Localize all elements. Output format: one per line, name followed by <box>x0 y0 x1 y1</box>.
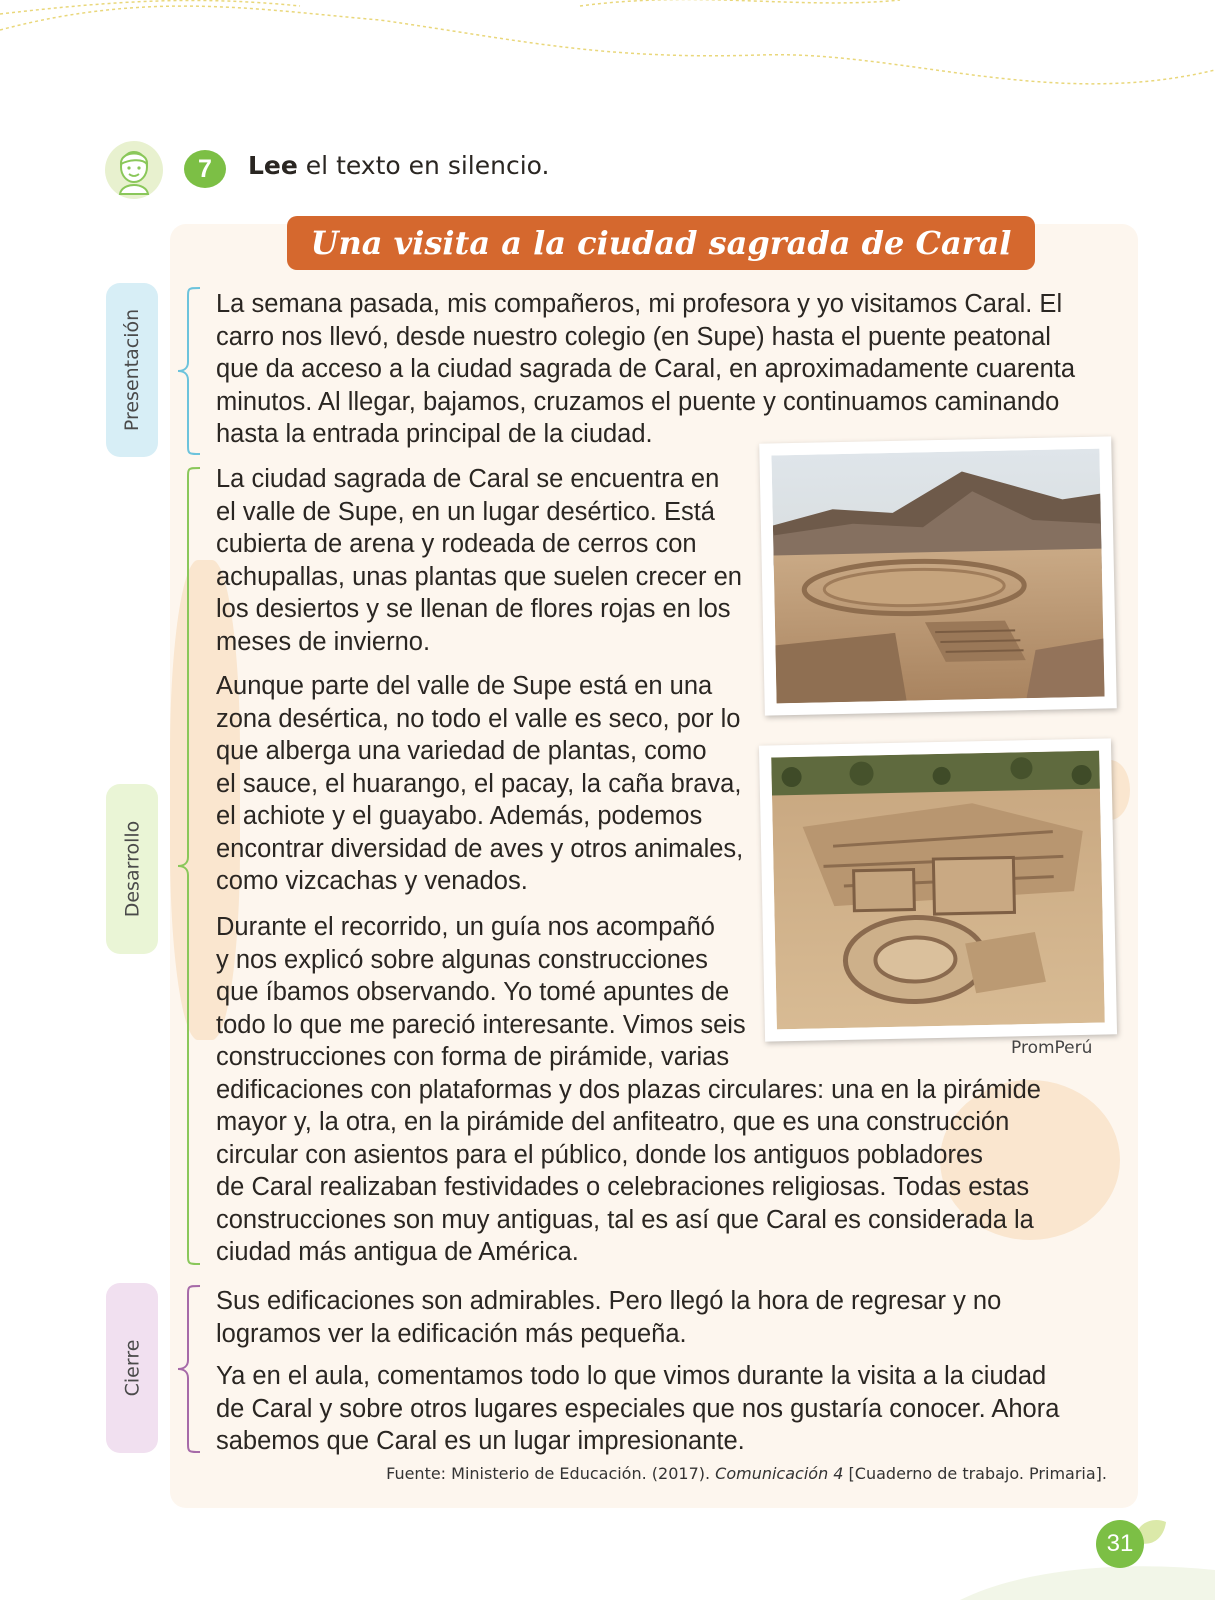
reading-title: Una visita a la ciudad sagrada de Caral <box>310 224 1012 262</box>
instruction-bold-word: Lee <box>248 151 298 180</box>
text-line: los desiertos y se llenan de flores rojas en los <box>216 595 731 623</box>
text-line: de Caral realizaban festividades o celebraciones religiosas. Todas estas <box>216 1173 1030 1201</box>
text-line: hasta la entrada principal de la ciudad. <box>216 420 653 448</box>
text-line: Sus edificaciones son admirables. Pero llegó la hora de regresar y no <box>216 1287 1002 1315</box>
footer-curve-decoration <box>960 1560 1215 1600</box>
source-prefix: Fuente: Ministerio de Educación. (2017). <box>386 1464 716 1483</box>
text-line: construcciones son muy antiguas, tal es así que Caral es considerada la <box>216 1205 1034 1234</box>
text-line: y nos explicó sobre algunas construcciones <box>216 945 708 974</box>
text-line: el achiote y el guayabo. Además, podemos <box>216 802 703 830</box>
text-line: circular con asientos para el público, donde los antiguos pobladores <box>216 1140 983 1169</box>
text-line: como vizcachas y venados. <box>216 867 528 895</box>
section-label-presentacion: Presentación <box>121 308 144 432</box>
paragraph-6 <box>216 1360 1059 1458</box>
section-label-cierre: Cierre <box>121 1339 144 1397</box>
source-citation <box>386 1464 1107 1483</box>
section-tab-cierre <box>106 1283 158 1453</box>
text-line: el sauce, el huarango, el pacay, la caña brava, <box>216 769 742 798</box>
text-line: que íbamos observando. Yo tomé apuntes de <box>216 978 730 1006</box>
text-line: minutos. Al llegar, bajamos, cruzamos el puente y continuamos caminando <box>216 387 1060 416</box>
section-label-desarrollo: Desarrollo <box>121 820 144 918</box>
text-line: Durante el recorrido, un guía nos acompañó <box>216 913 715 941</box>
student-avatar-icon <box>104 140 164 200</box>
instruction-text: el texto en silencio. <box>297 151 550 180</box>
photo-caral-desert-plaza <box>759 436 1117 715</box>
page-number: 31 <box>1096 1520 1144 1568</box>
photo-caral-aerial-view <box>759 738 1117 1041</box>
paragraph-1 <box>216 288 1075 451</box>
activity-number-badge: 7 <box>184 150 226 188</box>
paragraph-5 <box>216 1285 1001 1350</box>
brace-desarrollo <box>176 466 204 1266</box>
brace-presentacion <box>176 286 204 456</box>
header-wave-decoration <box>0 0 1215 120</box>
photo-credit: PromPerú <box>1011 1038 1093 1058</box>
text-line: La semana pasada, mis compañeros, mi profesora y yo visitamos Caral. El <box>216 290 1063 318</box>
text-line: ciudad más antigua de América. <box>216 1238 579 1266</box>
text-line: el valle de Supe, en un lugar desértico. Está <box>216 497 715 526</box>
text-line: edificaciones con plataformas y dos plazas circulares: una en la pirámide <box>216 1075 1041 1104</box>
text-line: zona desértica, no todo el valle es seco, por lo <box>216 704 741 733</box>
text-line: de Caral y sobre otros lugares especiales que nos gustaría conocer. Ahora <box>216 1394 1060 1423</box>
text-line: construcciones con forma de pirámide, varias <box>216 1043 730 1071</box>
paragraph-2 <box>216 463 742 658</box>
text-line: que da acceso a la ciudad sagrada de Caral, en aproximadamente cuarenta <box>216 355 1076 383</box>
section-tab-presentacion <box>106 283 158 457</box>
text-line: Ya en el aula, comentamos todo lo que vimos durante la visita a la ciudad <box>216 1362 1047 1390</box>
text-line: carro nos llevó, desde nuestro colegio (en Supe) hasta el puente peatonal <box>216 322 1051 351</box>
caral-plaza-image <box>771 449 1104 704</box>
text-line: sabemos que Caral es un lugar impresionante. <box>216 1427 745 1455</box>
section-tab-desarrollo <box>106 784 158 954</box>
paragraph-3 <box>216 670 743 898</box>
caral-aerial-image <box>771 751 1105 1030</box>
source-suffix: [Cuaderno de trabajo. Primaria]. <box>843 1464 1107 1483</box>
text-line: mayor y, la otra, en la pirámide del anfiteatro, que es una construcción <box>216 1108 1010 1136</box>
brace-cierre <box>176 1284 204 1454</box>
text-line: logramos ver la edificación más pequeña. <box>216 1319 687 1348</box>
text-line: que alberga una variedad de plantas, como <box>216 737 707 765</box>
text-line: La ciudad sagrada de Caral se encuentra en <box>216 465 720 493</box>
text-line: achupallas, unas plantas que suelen crecer en <box>216 562 742 591</box>
text-line: encontrar diversidad de aves y otros animales, <box>216 834 744 863</box>
text-line: Aunque parte del valle de Supe está en una <box>216 672 713 700</box>
title-banner <box>287 216 1035 270</box>
text-line: todo lo que me pareció interesante. Vimos seis <box>216 1010 746 1039</box>
text-line: cubierta de arena y rodeada de cerros con <box>216 530 697 558</box>
text-line: meses de invierno. <box>216 627 431 656</box>
source-title: Comunicación 4 <box>715 1464 844 1483</box>
activity-instruction <box>248 151 549 180</box>
